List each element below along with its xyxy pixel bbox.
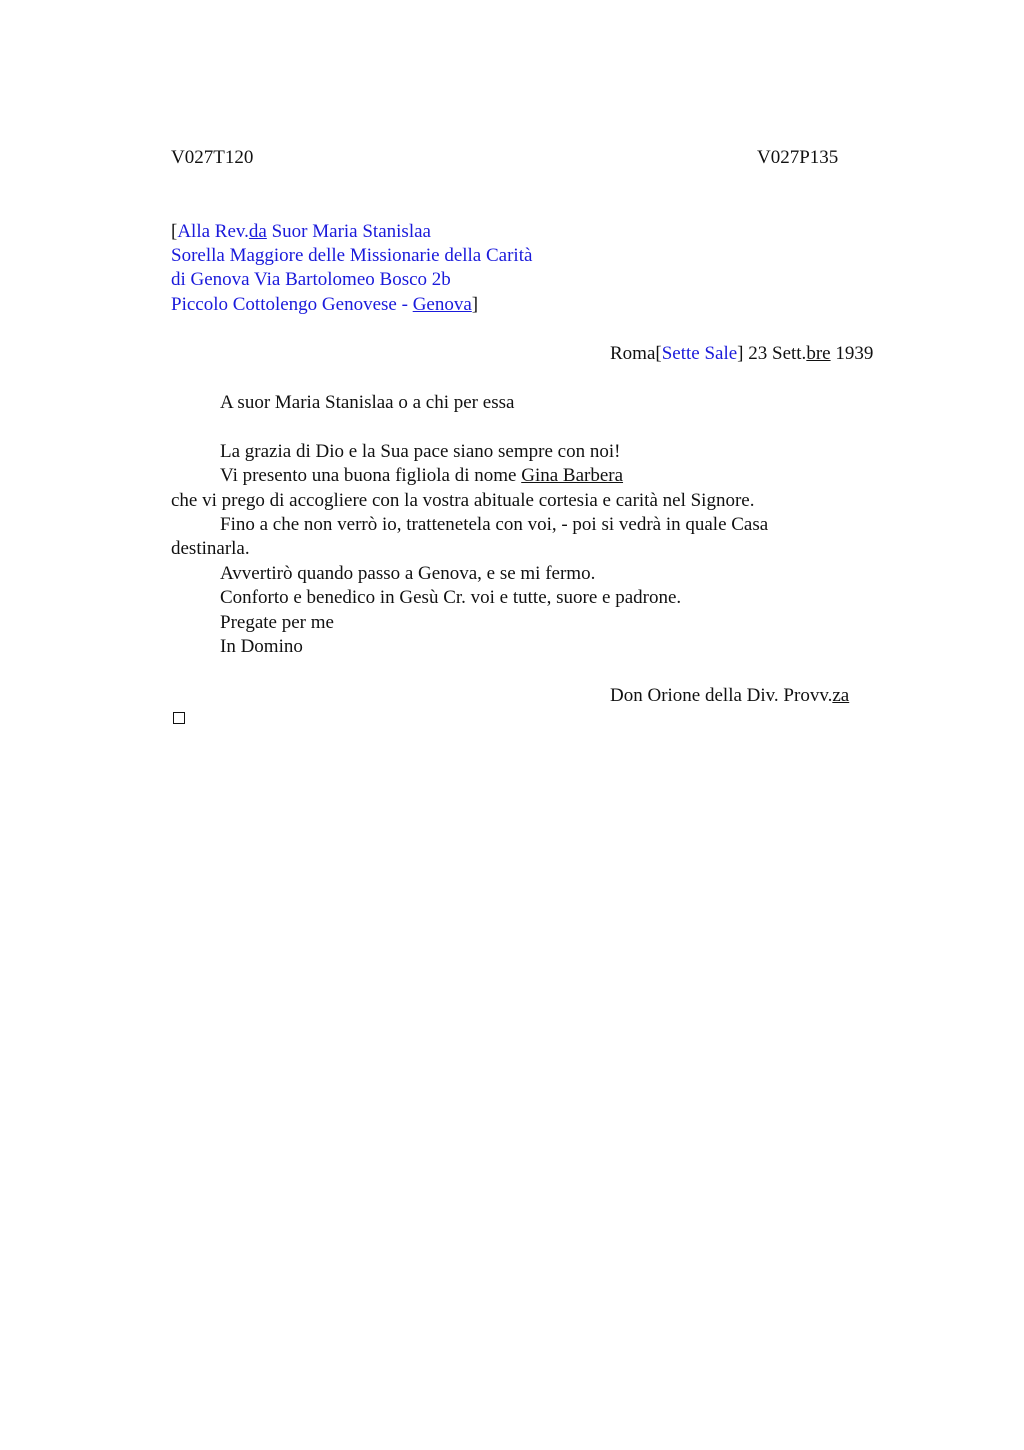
document-code-right: V027P135 — [757, 147, 839, 168]
body-paragraph-5: Conforto e benedico in Gesù Cr. voi e tutte, suore e padrone. — [220, 587, 682, 608]
signature — [610, 684, 849, 708]
address-institution: Piccolo Cottolengo Genovese - — [171, 294, 413, 315]
address-title-abbrev: da — [248, 221, 267, 242]
checkbox-icon — [173, 712, 185, 724]
body-paragraph-4: Avvertirò quando passo a Genova, e se mi fermo. — [220, 563, 596, 584]
person-name: Gina Barbera — [521, 465, 624, 486]
signature-abbrev: za — [832, 685, 850, 706]
address-line-4 — [171, 293, 478, 317]
body-paragraph-2-text: Vi presento una buona figliola di nome — [220, 465, 522, 486]
dateline-month-abbrev: bre — [806, 343, 831, 364]
signature-text: Don Orione della Div. Provv. — [610, 685, 833, 706]
body-paragraph-3-continuation: destinarla. — [171, 538, 250, 559]
body-paragraph-7: In Domino — [220, 636, 303, 657]
dateline — [610, 342, 873, 366]
body-paragraph-6: Pregate per me — [220, 612, 334, 633]
body-paragraph-2 — [220, 464, 623, 488]
address-open-bracket: [ — [171, 221, 178, 242]
dateline-bracket-open: [ — [655, 343, 662, 364]
dateline-year: 1939 — [830, 343, 874, 364]
dateline-bracket-close: ] — [737, 343, 744, 364]
address-city: Genova — [412, 294, 472, 315]
address-line-2: Sorella Maggiore delle Missionarie della Carità — [171, 245, 533, 266]
address-line-1 — [171, 220, 431, 244]
dateline-date: 23 Sett. — [743, 343, 807, 364]
address-title: Alla Rev. — [177, 221, 249, 242]
dateline-place: Roma — [610, 343, 656, 364]
body-paragraph-3: Fino a che non verrò io, trattenetela con voi, - poi si vedrà in quale Casa — [220, 514, 769, 535]
body-paragraph-2-continuation: che vi prego di accogliere con la vostra abituale cortesia e carità nel Signore. — [171, 490, 755, 511]
document-code-left: V027T120 — [171, 147, 254, 168]
address-line-3: di Genova Via Bartolomeo Bosco 2b — [171, 269, 451, 290]
salutation: A suor Maria Stanislaa o a chi per essa — [220, 392, 515, 413]
address-recipient: Suor Maria Stanislaa — [266, 221, 431, 242]
dateline-place-note: Sette Sale — [661, 343, 738, 364]
address-close-bracket: ] — [471, 294, 479, 315]
body-paragraph-1: La grazia di Dio e la Sua pace siano sempre con noi! — [220, 441, 621, 462]
